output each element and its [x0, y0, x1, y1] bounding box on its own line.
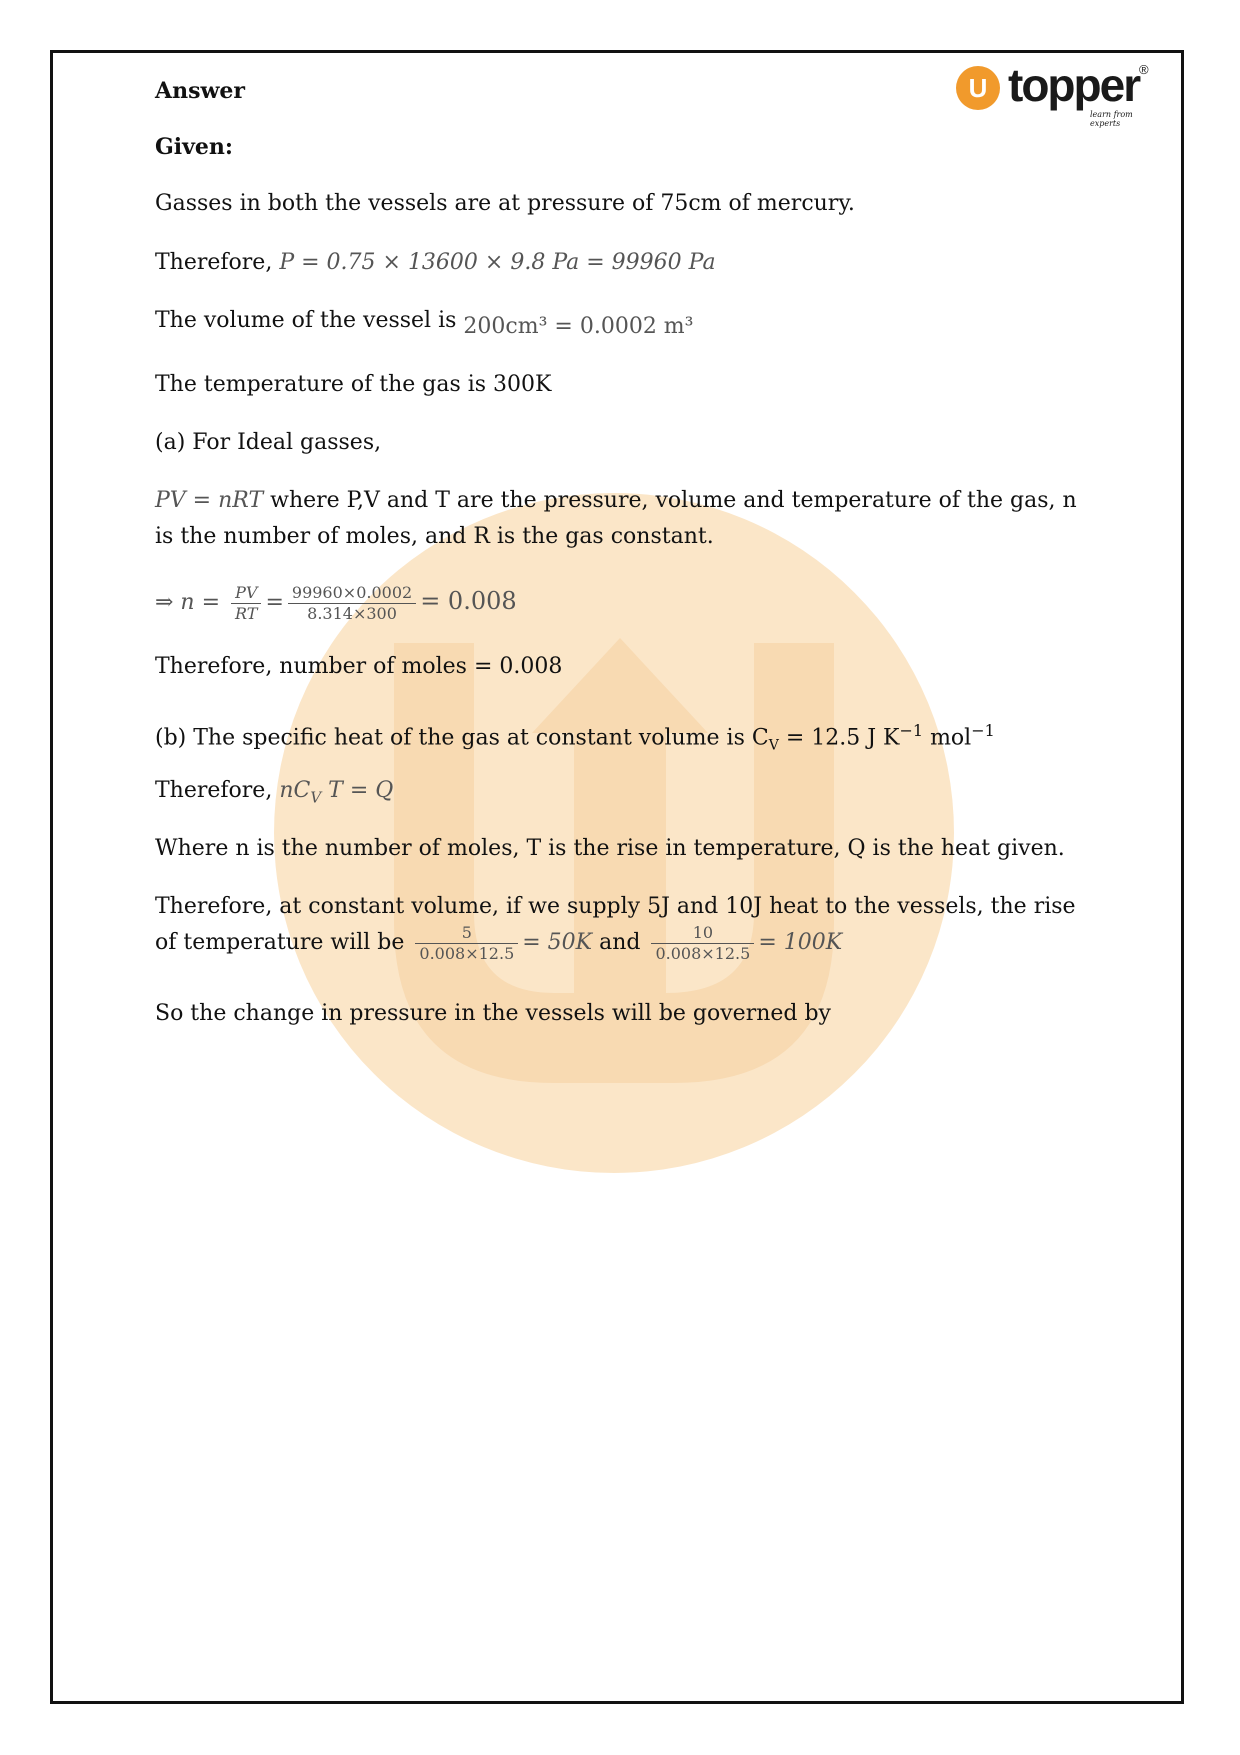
- part-b-heading: [155, 716, 995, 761]
- moles-calculation: [155, 578, 517, 626]
- supply-line-1: Therefore, at constant volume, if we supply 5J and 10J heat to the vessels, the rise: [155, 894, 1076, 919]
- fraction-numerator: 10: [692, 922, 714, 942]
- temperature-fraction-2: [651, 923, 754, 964]
- final-line: So the change in pressure in the vessels will be governed by: [155, 1001, 831, 1026]
- logo-wordmark: topper: [1008, 59, 1140, 111]
- fraction-denominator: 0.008×12.5: [651, 943, 754, 964]
- subscript-v: V: [310, 788, 322, 807]
- and-text: and: [592, 930, 648, 955]
- number-of-moles-line: Therefore, number of moles = 0.008: [155, 654, 563, 679]
- fraction-numerator: PV: [235, 582, 258, 602]
- heat-equation-line: [155, 776, 393, 812]
- fraction-denominator: 8.314×300: [288, 603, 416, 624]
- equals-sign: =: [265, 590, 284, 615]
- numeric-fraction: [288, 583, 416, 624]
- fraction-denominator: RT: [231, 603, 261, 624]
- fraction-numerator: 5: [461, 922, 472, 942]
- pressure-line: [155, 248, 716, 278]
- superscript-minus-one: −1: [899, 721, 924, 740]
- fraction-denominator: 0.008×12.5: [415, 943, 518, 964]
- supply-line-2: [155, 920, 842, 966]
- registered-mark: ®: [1139, 62, 1149, 77]
- moles-result: = 0.008: [420, 587, 517, 615]
- pv-over-rt-fraction: [231, 583, 261, 624]
- pressure-equation: P = 0.75 × 13600 × 9.8 Pa = 99960 Pa: [279, 250, 716, 275]
- volume-line: [155, 306, 694, 339]
- part-b-unit: mol: [923, 725, 972, 751]
- logo-tagline: learn from experts: [1090, 110, 1133, 128]
- volume-prefix: The volume of the vessel is: [155, 308, 464, 333]
- part-b-value: = 12.5 J K: [778, 725, 900, 751]
- fraction-numerator: 99960×0.0002: [291, 582, 413, 602]
- temperature-line: The temperature of the gas is 300K: [155, 372, 552, 397]
- part-a-heading: (a) For Ideal gasses,: [155, 430, 382, 455]
- heat-prefix: Therefore,: [155, 778, 280, 803]
- where-line: Where n is the number of moles, T is the rise in temperature, Q is the heat given.: [155, 836, 1065, 861]
- temperature-result-1: = 50K: [522, 930, 593, 955]
- superscript-minus-one: −1: [971, 721, 995, 740]
- supply-prefix: of temperature will be: [155, 930, 412, 955]
- volume-equation: 200cm³ = 0.0002 m³: [463, 314, 694, 339]
- subscript-v: V: [768, 737, 779, 754]
- heat-equation-part: nC: [279, 778, 311, 803]
- pressure-prefix: Therefore,: [155, 250, 280, 275]
- gasses-line: Gasses in both the vessels are at pressure of 75cm of mercury.: [155, 191, 855, 216]
- temperature-fraction-1: [415, 923, 518, 964]
- ideal-gas-line: [155, 486, 1077, 516]
- heat-equation-part: T = Q: [321, 778, 394, 803]
- given-heading: Given:: [155, 134, 234, 160]
- ideal-gas-equation: PV = nRT: [155, 488, 264, 513]
- answer-heading: Answer: [155, 78, 245, 104]
- logo-mark-icon: U: [956, 66, 1000, 110]
- ideal-gas-text: where P,V and T are the pressure, volume and temperature of the gas, n: [263, 488, 1077, 513]
- n-lhs: ⇒ n =: [155, 590, 228, 615]
- part-b-text: (b) The specific heat of the gas at constant volume is C: [155, 725, 769, 751]
- heat-equation: [279, 778, 394, 807]
- ideal-gas-line-2: is the number of moles, and R is the gas constant.: [155, 524, 714, 549]
- topper-logo: [956, 59, 1152, 128]
- temperature-result-2: = 100K: [758, 930, 843, 955]
